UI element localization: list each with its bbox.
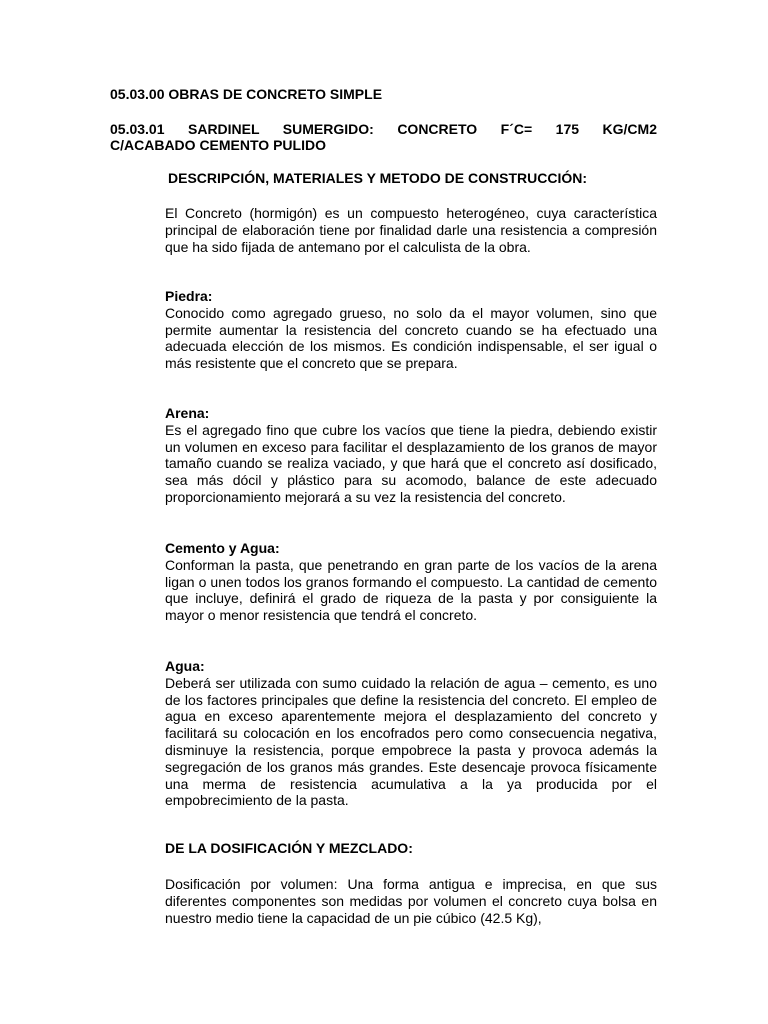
cemento-text: Conforman la pasta, que penetrando en gran parte de los vacíos de la arena ligan o unen todos los granos formando el compuesto. La cantidad de cemento que incluye, definirá el grado de riqueza de la pasta y por consiguiente la mayor o menor resistencia que tendrá el concreto. (165, 556, 657, 624)
cemento-title: Cemento y Agua: (165, 540, 280, 556)
intro-paragraph: El Concreto (hormigón) es un compuesto heterogéneo, cuya característica principal de elaboración tiene por finalidad darle una resistencia a compresión que ha sido fijada de antemano por el calculista de la obra. (165, 205, 657, 255)
piedra-title: Piedra: (165, 288, 213, 304)
section-heading-main: 05.03.00 OBRAS DE CONCRETO SIMPLE (110, 86, 383, 102)
arena-title: Arena: (165, 405, 210, 421)
cemento-section (165, 540, 657, 624)
agua-section (165, 658, 657, 809)
arena-section (165, 405, 657, 506)
description-heading: DESCRIPCIÓN, MATERIALES Y METODO DE CONSTRUCCIÓN: (168, 170, 587, 186)
dosificacion-heading: DE LA DOSIFICACIÓN Y MEZCLADO: (165, 840, 413, 856)
arena-text: Es el agregado fino que cubre los vacíos que tiene la piedra, debiendo existir un volumen en exceso para facilitar el desplazamiento de los granos de mayor tamaño cuando se realiza vaciado, y que hará que el concreto así dosificado, sea más dócil y plástico para su acomodo, balance de este adecuado proporcionamiento mejorará a su vez la resistencia del concreto. (165, 421, 657, 505)
section-heading-sub-line2: C/ACABADO CEMENTO PULIDO (110, 137, 326, 153)
piedra-text: Conocido como agregado grueso, no solo da el mayor volumen, sino que permite aumentar la resistencia del concreto cuando se ha efectuado una adecuada elección de los mismos. Es condición indispensable, el ser igual o más resistente que el concreto que se prepara. (165, 304, 657, 372)
section-heading-sub (110, 121, 657, 153)
agua-title: Agua: (165, 658, 205, 674)
piedra-section (165, 288, 657, 372)
section-heading-sub-line1: 05.03.01 SARDINEL SUMERGIDO: CONCRETO F´C= 175 KG/CM2 (110, 121, 657, 137)
agua-text: Deberá ser utilizada con sumo cuidado la relación de agua – cemento, es uno de los factores principales que define la resistencia del concreto. El empleo de agua en exceso aparentemente mejora el desplazamiento del concreto y facilitará su colocación en los encofrados pero como consecuencia negativa, disminuye la resistencia, porque empobrece la pasta y provoca además la segregación de los granos más grandes. Este desencaje provoca físicamente una merma de resistencia acumulativa a la ya producida por el empobrecimiento de la pasta. (165, 674, 657, 809)
dosificacion-paragraph: Dosificación por volumen: Una forma antigua e imprecisa, en que sus diferentes componentes son medidas por volumen el concreto cuya bolsa en nuestro medio tiene la capacidad de un pie cúbico (42.5 Kg), (165, 876, 657, 926)
